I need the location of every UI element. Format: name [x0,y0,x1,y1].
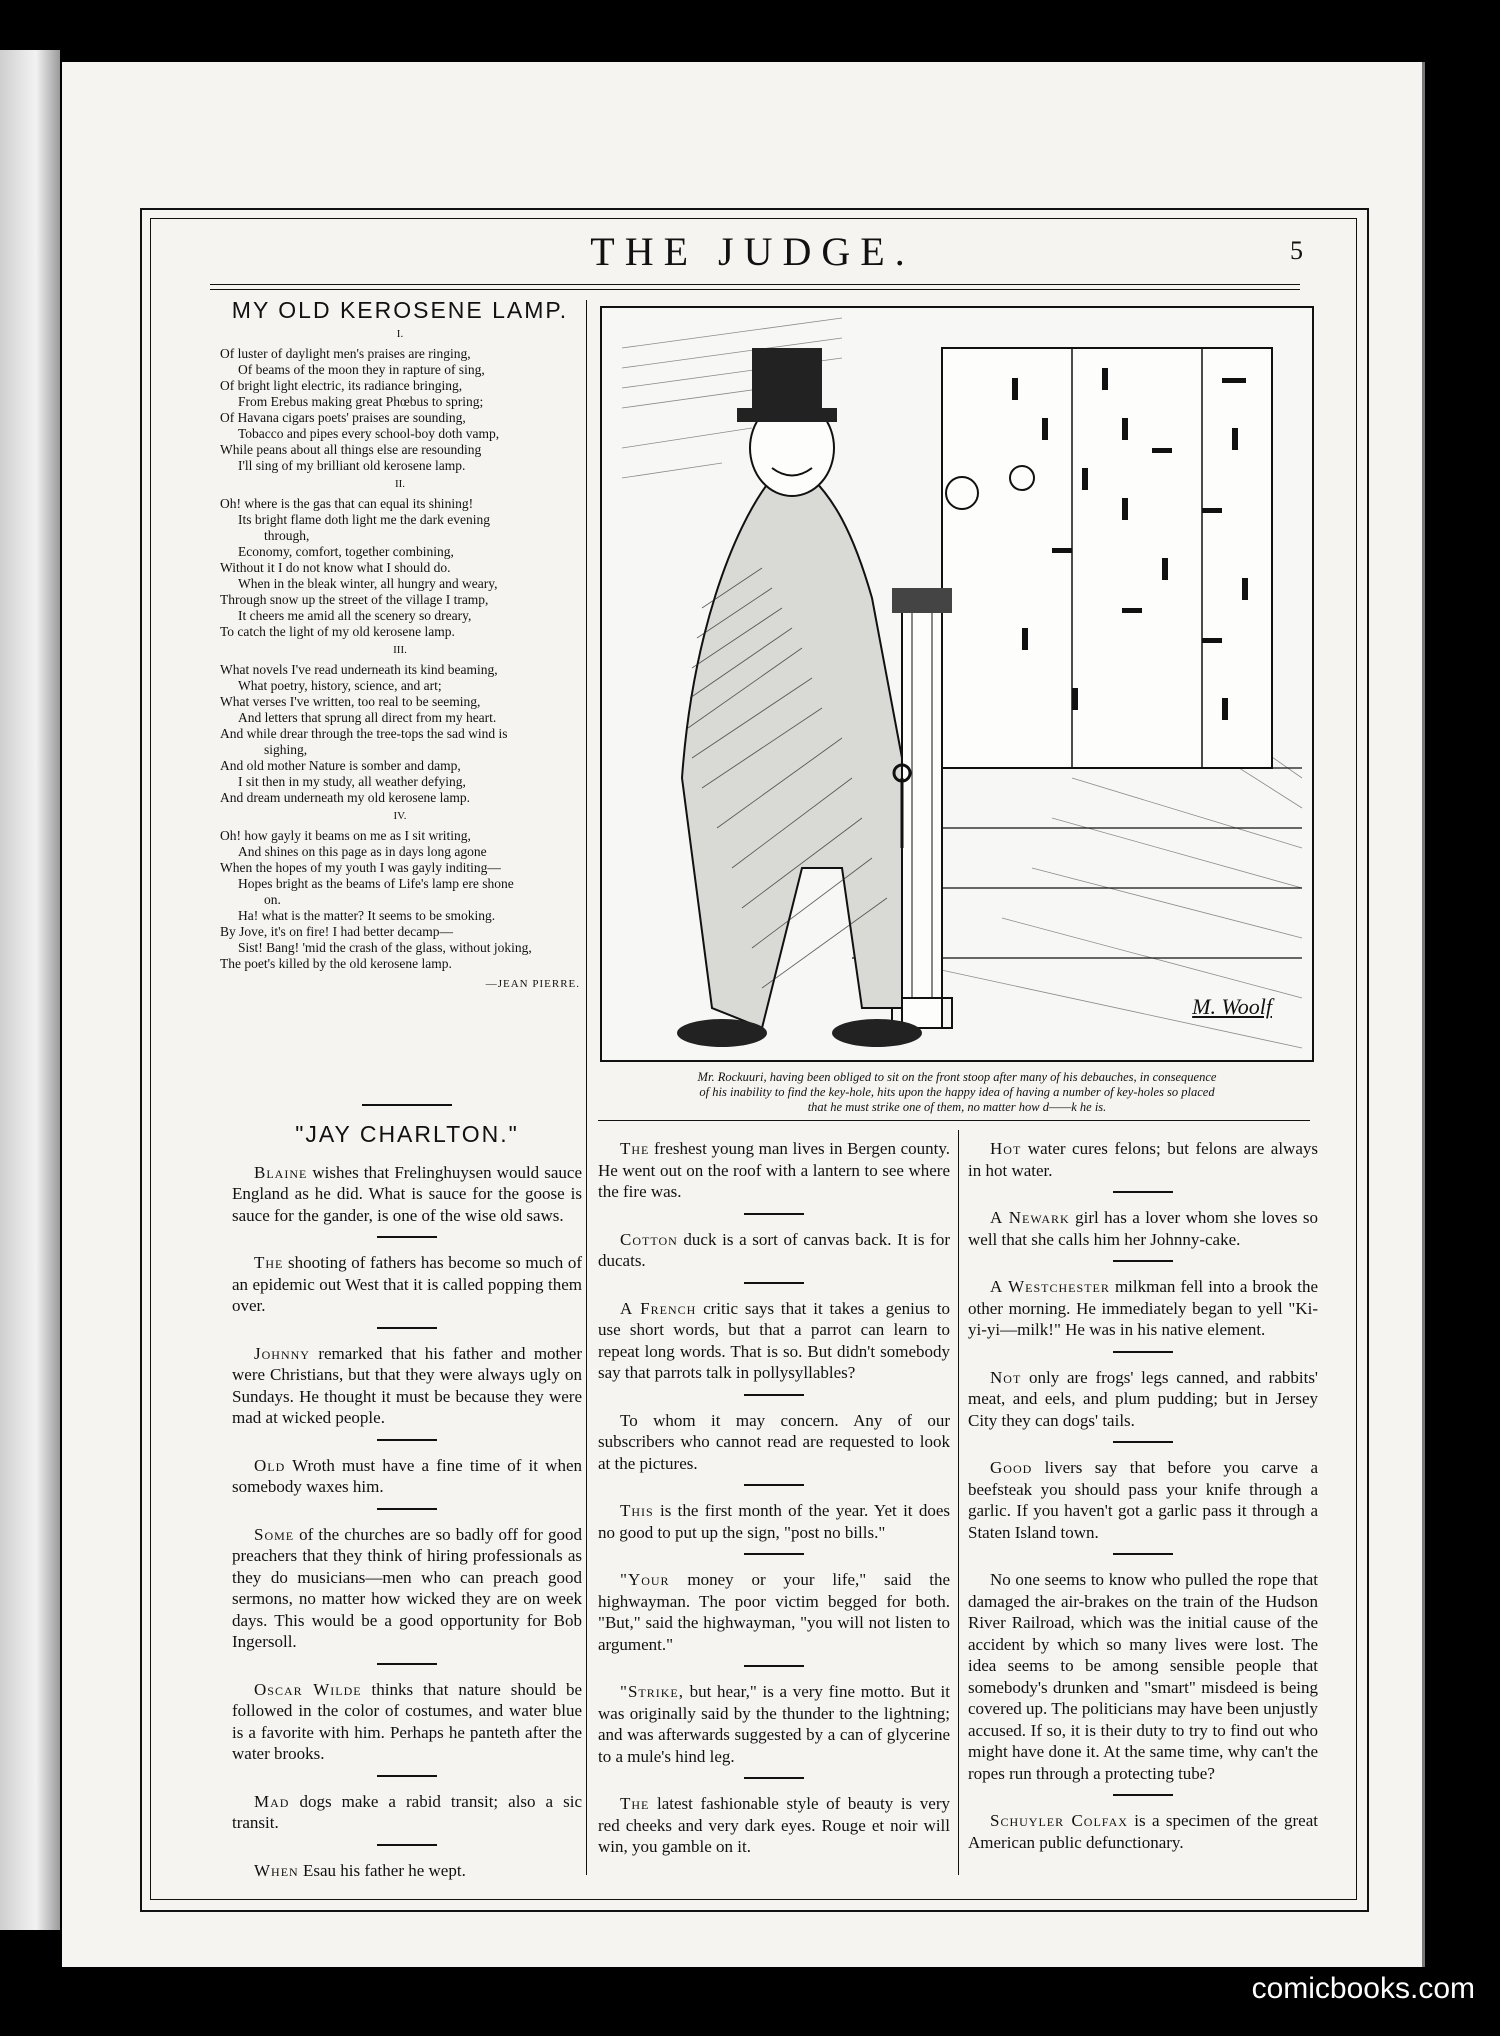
paragraph-separator [744,1213,804,1215]
poem-line: It cheers me amid all the scenery so dreary, [238,608,472,623]
paragraph-text: water cures felons; but felons are always in hot water. [968,1139,1318,1180]
poem-signature: —JEAN PIERRE. [485,978,580,990]
paragraph-separator [1113,1260,1173,1262]
poem-line: While peans about all things else are resounding [220,442,482,457]
paragraph [232,1791,582,1834]
poem-line: And dream underneath my old kerosene lamp. [220,790,471,805]
poem-line: What novels I've read underneath its kind beaming, [220,662,498,677]
paragraph-separator [1113,1794,1173,1796]
column-divider-2 [958,1130,959,1875]
cartoon-caption [612,1070,1302,1115]
paragraph-text: No one seems to know who pulled the rope that damaged the air-brakes on the train of the Hudson River Railroad, which was the initial cause of the accident by which so many lives were lost. The idea seems to be among sensible people that somebody's drunken and "smart" misdeed is being covered up. The politicians may have been unjustly accused. If so, it is their duty to try to find out who might have done it. At the same time, why can't the ropes run through a protecting tube? [968,1570,1318,1783]
paragraph-lead: Cotton [620,1229,678,1249]
paragraph-lead: The [620,1794,650,1813]
paragraph-lead: Schuyler Colfax [990,1811,1128,1830]
poem-line: When the hopes of my youth I was gayly inditing— [220,860,501,875]
paragraph [598,1138,950,1203]
paragraph-separator [377,1236,437,1238]
paragraph-separator [377,1844,437,1846]
paragraph [968,1810,1318,1853]
poem-line: Ha! what is the matter? It seems to be smoking. [238,908,496,923]
paragraph [598,1681,950,1767]
poem-line: Through snow up the street of the village I tramp, [220,592,489,607]
poem-line: To catch the light of my old kerosene lamp. [220,624,455,639]
column-1-items [232,1162,582,1882]
paragraph-separator [744,1394,804,1396]
poem-line: through, [264,528,310,543]
paragraph-lead: Old [254,1455,286,1475]
artist-signature: M. Woolf [1192,994,1272,1019]
paragraph-separator [744,1665,804,1667]
paragraph-text: money or your life," said the highwayman. The poor victim begged for both. "But," said the highwayman, "you will not listen to argument." [598,1570,950,1654]
poem-line: Economy, comfort, together combining, [238,544,454,559]
paragraph-lead: "Strike, [620,1682,684,1701]
poem-line: And shines on this page as in days long agone [238,844,487,859]
paragraph-separator [377,1508,437,1510]
paragraph-text: wishes that Frelinghuysen would sauce England as he did. What is sauce for the goose is sauce for the gander, is one of the wise old saws. [232,1162,582,1225]
column-1 [232,1098,582,1891]
paragraph-lead: This [620,1501,654,1520]
poem-title: MY OLD KEROSENE LAMP. [231,297,569,323]
paragraph-text: critic says that it takes a genius to use short words, but that a parrot can learn to repeat long words. That is so. But didn't somebody say that parrots talk in pollysyllables? [598,1298,950,1382]
poem-line: Of Havana cigars poets' praises are sounding, [220,410,466,425]
paragraph-separator [1113,1441,1173,1443]
paragraph-lead: Hot [990,1139,1022,1158]
column-2-items [598,1138,950,1858]
poem-line: Its bright flame doth light me the dark evening [238,512,490,527]
paragraph-lead: When [254,1860,299,1880]
poem-body [220,326,580,972]
paragraph [598,1410,950,1475]
paragraph-text: livers say that before you carve a beefsteak you should pass your knife through a garlic. If you haven't got a garlic pass it through a Staten Island town. [968,1458,1318,1542]
paragraph-text: milkman fell into a brook the other morning. He immediately began to yell "Ki-yi-yi—milk!" He was in his native element. [968,1277,1319,1339]
paragraph-separator [377,1439,437,1441]
poem-line: By Jove, it's on fire! I had better decamp— [220,924,453,939]
section-separator [362,1104,452,1106]
stanza-numeral: II. [394,478,406,490]
poem-line: Tobacco and pipes every school-boy doth vamp, [238,426,500,441]
masthead-rule [210,284,1300,285]
poem-line: I sit then in my study, all weather defying, [238,774,466,789]
paragraph-separator [1113,1191,1173,1193]
poem-line: I'll sing of my brilliant old kerosene lamp. [238,458,466,473]
stanza-numeral: III. [393,644,407,656]
paragraph-separator [744,1777,804,1779]
paragraph-text: duck is a sort of canvas back. It is for ducats. [598,1229,950,1270]
paragraph-text: girl has a lover whom she loves so well that she calls him her Johnny-cake. [968,1208,1318,1249]
caption-line: of his inability to find the key-hole, hits upon the happy idea of having a number of key-holes so placed [699,1085,1215,1099]
adjacent-page-edge [0,50,60,1930]
poem-line: Hopes bright as the beams of Life's lamp ere shone [238,876,514,891]
caption-line: that he must strike one of them, no matter how d——k he is. [807,1100,1107,1114]
page-number: 5 [1290,236,1303,265]
poem-line: Of luster of daylight men's praises are ringing, [220,346,471,361]
paragraph [968,1569,1318,1784]
column-3-items [968,1138,1318,1853]
site-watermark: comicbooks.com [1251,1972,1475,2005]
poem-line: Without it I do not know what I should do. [220,560,451,575]
poem-line: And while drear through the tree-tops the sad wind is [220,726,508,741]
column-2 [598,1138,950,1868]
stanza-numeral: IV. [393,810,407,822]
paragraph-separator [1113,1553,1173,1555]
paragraph-lead: Mad [254,1791,290,1811]
paragraph-lead: A French [620,1298,697,1318]
paragraph-text: remarked that his father and mother were Christians, but that they were always ugly on Sundays. He thought it must be because they were mad at wicked people. [232,1343,582,1427]
poem-line: When in the bleak winter, all hungry and weary, [238,576,498,591]
poem-line: Sist! Bang! 'mid the crash of the glass, without joking, [238,940,532,955]
poem-line: And letters that sprung all direct from my heart. [238,710,497,725]
cartoon-drawing [602,308,1312,1060]
paragraph-text: is the first month of the year. Yet it does no good to put up the sign, "post no bills." [598,1501,950,1542]
paragraph [232,1162,582,1227]
paragraph-lead: Good [990,1458,1033,1477]
paragraph [232,1860,582,1882]
poem-line: Of beams of the moon they in rapture of sing, [238,362,485,377]
cartoon-illustration [600,306,1314,1062]
paragraph-text: dogs make a rabid transit; also a sic transit. [232,1791,582,1832]
paragraph [968,1457,1318,1543]
paragraph-text: is a specimen of the great American public defunctionary. [968,1811,1318,1852]
paragraph [968,1207,1318,1250]
poem-line: From Erebus making great Phœbus to spring; [238,394,484,409]
paragraph-lead: Blaine [254,1162,308,1182]
paragraph [598,1793,950,1858]
paragraph-lead: The [620,1139,650,1158]
poem-line: What poetry, history, science, and art; [238,678,442,693]
paragraph-lead: Oscar Wilde [254,1679,362,1699]
paragraph [968,1138,1318,1181]
paragraph-lead: Some [254,1524,295,1544]
poem-line: sighing, [264,742,308,757]
paragraph [598,1569,950,1655]
paragraph-lead: A Westchester [990,1277,1110,1296]
paragraph [232,1455,582,1498]
stanza-numeral: I. [396,328,404,340]
paragraph-lead: Not [990,1367,1022,1387]
paragraph-lead: A Newark [990,1208,1070,1227]
paragraph-separator [744,1282,804,1284]
paragraph-separator [744,1484,804,1486]
paragraph-separator [377,1663,437,1665]
poem-line: on. [264,892,281,907]
column-3 [968,1138,1318,1863]
paragraph [232,1679,582,1765]
paragraph-text: Esau his father he wept. [298,1860,466,1880]
paragraph-lead: Johnny [254,1343,310,1363]
paragraph-separator [377,1775,437,1777]
paragraph [968,1367,1318,1432]
paragraph-text: shooting of fathers has become so much of an epidemic out West that it is called popping them over. [232,1253,582,1315]
paragraph-text: thinks that nature should be followed in the color of costumes, and water blue is a favorite with him. Perhaps he panteth after the water brooks. [232,1679,582,1763]
paragraph [598,1229,950,1272]
paragraph-lead: The [254,1253,284,1272]
paragraph-text: only are frogs' legs canned, and rabbits' meat, and eels, and plum pudding; but in Jersey City they can dogs' tails. [968,1367,1318,1430]
masthead: THE JUDGE. [590,229,915,274]
paragraph [598,1500,950,1543]
paragraph-text: of the churches are so badly off for good preachers that they think of hiring professionals as they do musicians—men who can preach good sermons, no matter how wicked they are on week days. This would be a good opportunity for Bob Ingersoll. [232,1524,582,1651]
paragraph-text: To whom it may concern. Any of our subscribers who cannot read are requested to look at the pictures. [598,1410,950,1473]
poem-line: Oh! where is the gas that can equal its shining! [220,496,474,511]
paragraph [232,1252,582,1317]
paragraph-separator [377,1327,437,1329]
paragraph-text: freshest young man lives in Bergen county. He went out on the roof with a lantern to see where the fire was. [598,1139,950,1201]
paragraph-lead: "Your [620,1570,670,1589]
paragraph [598,1298,950,1384]
column-divider-1 [586,300,587,1875]
caption-rule [598,1120,1310,1121]
poem-line: Oh! how gayly it beams on me as I sit writing, [220,828,471,843]
poem-line: The poet's killed by the old kerosene lamp. [220,956,452,971]
paragraph [968,1276,1318,1341]
paragraph-separator [744,1553,804,1555]
paragraph-separator [1113,1351,1173,1353]
poem-column [220,297,580,992]
paragraph [232,1343,582,1429]
section-title: "JAY CHARLTON." [295,1121,519,1147]
paragraph-text: latest fashionable style of beauty is very red cheeks and very dark eyes. Rouge et noir will win, you gamble on it. [598,1794,950,1856]
masthead-rule-2 [210,289,1300,290]
paragraph-text: Wroth must have a fine time of it when somebody waxes him. [232,1455,582,1496]
poem-line: Of bright light electric, its radiance bringing, [220,378,463,393]
poem-line: What verses I've written, too real to be seeming, [220,694,481,709]
paragraph [232,1524,582,1653]
caption-line: Mr. Rockuuri, having been obliged to sit on the front stoop after many of his debauches, in consequence [697,1070,1217,1084]
poem-line: And old mother Nature is somber and damp, [220,758,461,773]
paragraph-text: but hear," is a very fine motto. But it was originally said by the thunder to the lightning; and was afterwards suggested by a can of glycerine to a mule's hind leg. [598,1682,950,1766]
